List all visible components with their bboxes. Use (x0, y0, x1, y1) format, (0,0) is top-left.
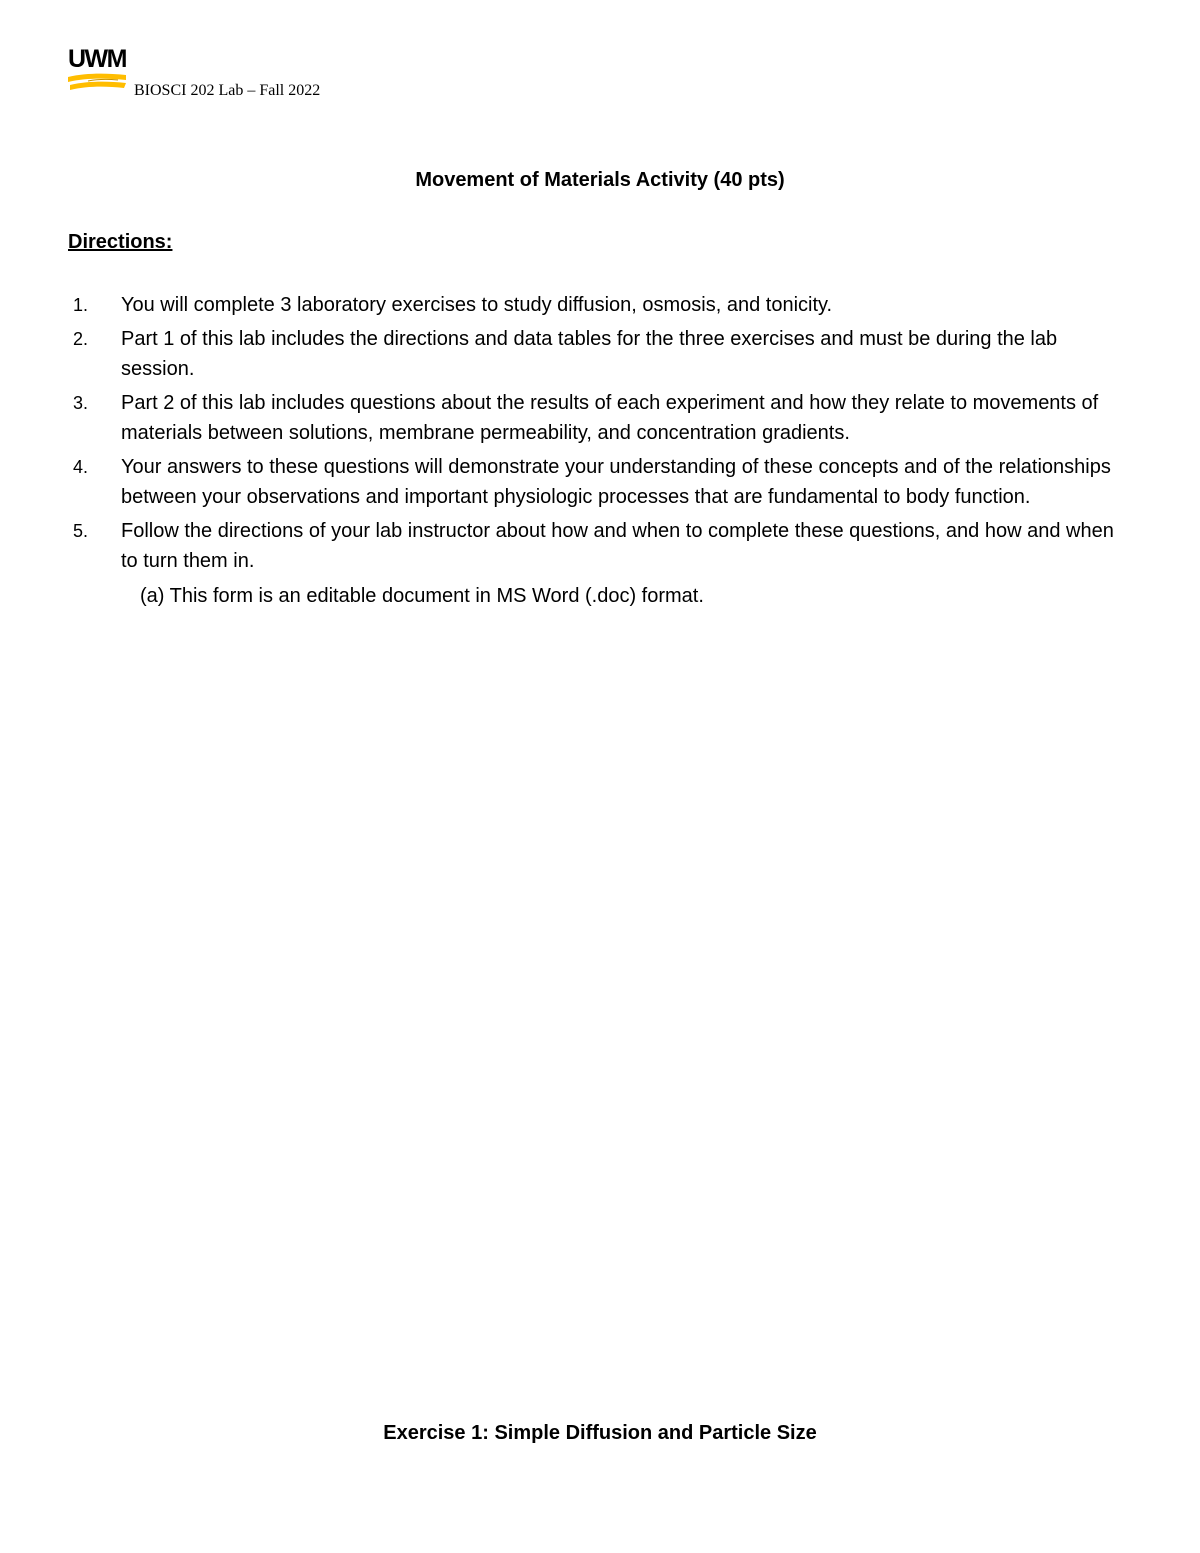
directions-heading: Directions: (68, 231, 173, 253)
document-title: Movement of Materials Activity (40 pts) (415, 169, 785, 191)
list-item-text: Your answers to these questions will demonstrate your understanding of these concepts and of the relationships between your observations and important physiologic processes that are fundamental to body function. (121, 455, 1111, 508)
course-header-text: BIOSCI 202 Lab – Fall 2022 (134, 82, 321, 99)
uwm-logo (68, 46, 132, 98)
page-header (68, 46, 468, 102)
list-item-number: 2. (73, 328, 89, 349)
list-item (68, 388, 1128, 449)
list-item-number: 5. (73, 520, 89, 541)
list-item (68, 516, 1128, 577)
list-item-text: Part 1 of this lab includes the directions and data tables for the three exercises and must be during the lab session. (121, 327, 1058, 380)
list-item-number: 4. (73, 456, 89, 477)
list-item-text: Part 2 of this lab includes questions about the results of each experiment and how they relate to movements of materials between solutions, membrane permeability, and concentration gradients. (121, 391, 1099, 444)
logo-wordmark: UWM (68, 45, 126, 73)
list-item (68, 452, 1128, 513)
list-item-text: Follow the directions of your lab instructor about how and when to complete these questions, and how and when to turn them in. (121, 519, 1114, 572)
directions-list (68, 290, 1128, 611)
logo-swoosh-icon (68, 72, 130, 94)
exercise-heading: Exercise 1: Simple Diffusion and Particle Size (383, 1422, 817, 1444)
sub-list-item: (a) This form is an editable document in MS Word (.doc) format. (140, 584, 704, 607)
list-item (68, 290, 1128, 321)
list-item-number: 1. (73, 295, 89, 315)
list-item-number: 3. (73, 392, 89, 413)
list-item (68, 324, 1128, 385)
list-item-text: You will complete 3 laboratory exercises to study diffusion, osmosis, and tonicity. (121, 294, 833, 316)
